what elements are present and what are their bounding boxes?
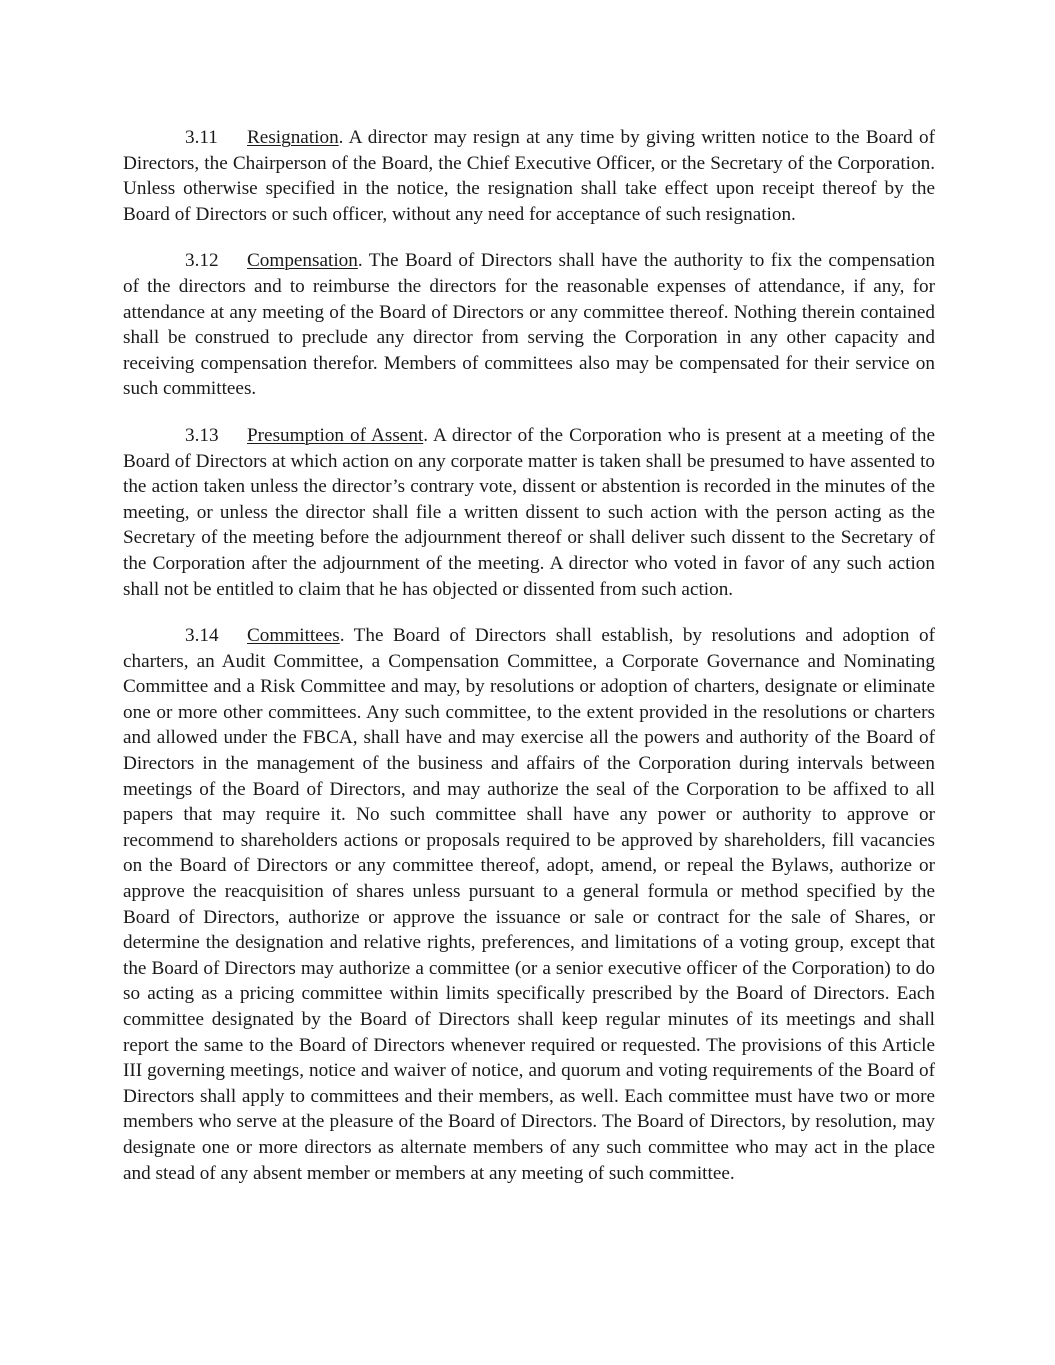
document-page [123,125,935,1207]
section-3-12 [123,248,935,402]
section-heading: Presumption of Assent [247,424,424,446]
section-body: . A director may resign at any time by giving written notice to the Board of Directors, the Chairperson of the Board, the Chief Executive Officer, or the Secretary of the Corporation. Unless otherwise specified in the notice, the resignation shall take effect upon receipt thereof by the Board of Directors or such officer, without any need for acceptance of such resignation. [123,127,935,225]
section-body: . A director of the Corporation who is present at a meeting of the Board of Directors at which action on any corporate matter is taken shall be presumed to have assented to the action taken unless the director’s contrary vote, dissent or abstention is recorded in the minutes of the meeting, or unless the director shall file a written dissent to such action with the person acting as the Secretary of the meeting before the adjournment thereof or shall deliver such dissent to the Secretary of the Corporation after the adjournment of the meeting. A director who voted in favor of any such action shall not be entitled to claim that he has objected or dissented from such action. [123,424,935,600]
section-3-14 [123,623,935,1186]
section-body: . The Board of Directors shall establish, by resolutions and adoption of charters, an Audit Committee, a Compensation Committee, a Corporate Governance and Nominating Committee and a Risk Committee and may, by resolutions or adoption of charters, designate or eliminate one or more other committees. Any such committee, to the extent provided in the resolutions or charters and allowed under the FBCA, shall have and may exercise all the powers and authority of the Board of Directors in the management of the business and affairs of the Corporation during intervals between meetings of the Board of Directors, and may authorize the seal of the Corporation to be affixed to all papers that may require it. No such committee shall have any power or authority to approve or recommend to shareholders actions or proposals required to be approved by shareholders, fill vacancies on the Board of Directors or any committee thereof, adopt, amend, or repeal the Bylaws, authorize or approve the reacquisition of shares unless pursuant to a general formula or method specified by the Board of Directors, authorize or approve the issuance or sale or contract for the sale of Shares, or determine the designation and relative rights, preferences, and limitations of a voting group, except that the Board of Directors may authorize a committee (or a senior executive officer of the Corporation) to do so acting as a pricing committee within limits specifically prescribed by the Board of Directors. Each committee designated by the Board of Directors shall keep regular minutes of its meetings and shall report the same to the Board of Directors whenever required or requested. The provisions of this Article III governing meetings, notice and waiver of notice, and quorum and voting requirements of the Board of Directors shall apply to committees and their members, as well. Each committee must have two or more members who serve at the pleasure of the Board of Directors. The Board of Directors, by resolution, may designate one or more directors as alternate members of any such committee who may act in the place and stead of any absent member or members at any meeting of such committee. [123,625,935,1184]
section-body: . The Board of Directors shall have the authority to fix the compensation of the directors and to reimburse the directors for the reasonable expenses of attendance, if any, for attendance at any meeting of the Board of Directors or any committee thereof. Nothing therein contained shall be construed to preclude any director from serving the Corporation in any other capacity and receiving compensation therefor. Members of committees also may be compensated for their service on such committees. [123,250,935,400]
section-number: 3.12 [185,250,219,272]
section-heading: Compensation [247,250,358,272]
section-heading: Committees [247,625,340,647]
section-heading: Resignation [247,127,339,148]
section-number: 3.13 [185,424,219,446]
section-3-13 [123,423,935,602]
section-number: 3.14 [185,625,219,647]
section-3-11 [123,125,935,227]
section-number: 3.11 [185,127,218,148]
